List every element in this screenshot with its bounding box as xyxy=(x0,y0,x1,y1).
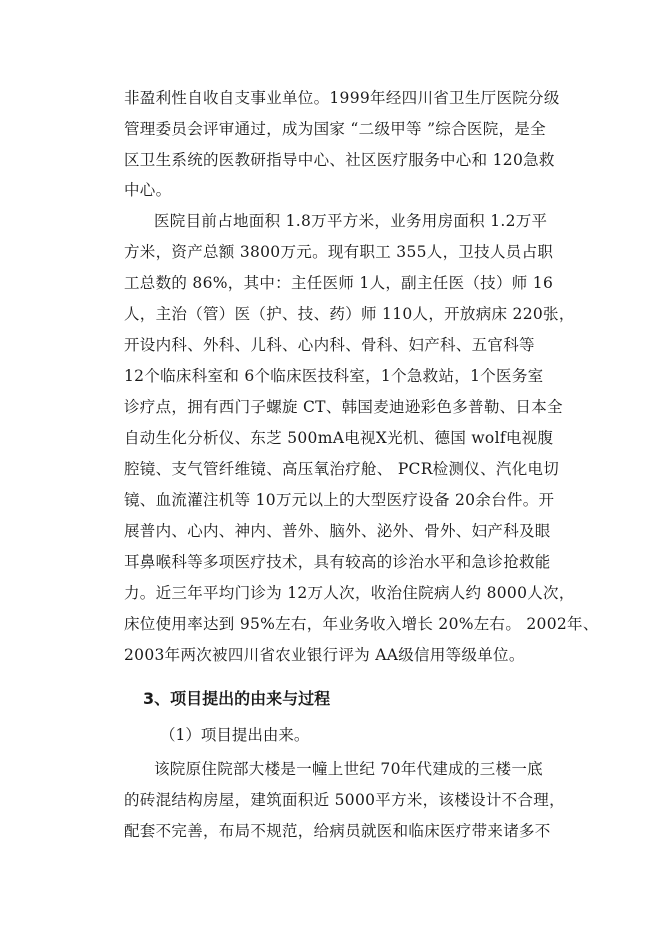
section-heading: 3、项目提出的由来与过程 xyxy=(143,689,331,708)
paragraph1-line-1: 非盈利性自收自支事业单位。1999年经四川省卫生厅医院分级 xyxy=(124,89,560,107)
paragraph2-line-12: 耳鼻喉科等多项医疗技术，具有较高的诊治水平和急诊抢救能 xyxy=(124,553,551,571)
paragraph3-line-2: 的砖混结构房屋，建筑面积近 5000平方米，该楼设计不合理， xyxy=(124,791,565,809)
paragraph2-line-2: 方米，资产总额 3800万元。现有职工 355人，卫技人员占职 xyxy=(124,243,554,261)
subsection-heading: （1）项目提出由来。 xyxy=(160,726,310,744)
paragraph3-line-3: 配套不完善，布局不规范，给病员就医和临床医疗带来诸多不 xyxy=(124,822,551,840)
paragraph2-line-11: 展普内、心内、神内、普外、脑外、泌外、骨外、妇产科及眼 xyxy=(124,522,551,540)
paragraph3-line-1: 该院原住院部大楼是一幢上世纪 70年代建成的三楼一底 xyxy=(154,760,543,778)
paragraph2-line-6: 12个临床科室和 6个临床医技科室，1个急救站，1个医务室 xyxy=(124,367,544,385)
paragraph2-line-3: 工总数的 86%，其中：主任医师 1人，副主任医（技）师 16 xyxy=(124,274,554,292)
paragraph2-line-13: 力。近三年平均门诊为 12万人次，收治住院病人约 8000人次， xyxy=(124,584,575,602)
paragraph2-line-5: 开设内科、外科、儿科、心内科、骨科、妇产科、五官科等 xyxy=(124,336,535,354)
paragraph2-line-14: 床位使用率达到 95%左右，年业务收入增长 20%左右。 2002年、 xyxy=(124,615,599,633)
paragraph1-line-4: 中心。 xyxy=(124,181,172,199)
paragraph2-line-1: 医院目前占地面积 1.8万平方米，业务用房面积 1.2万平 xyxy=(154,212,548,230)
paragraph2-line-7: 诊疗点，拥有西门子螺旋 CT、韩国麦迪逊彩色多普勒、日本全 xyxy=(124,398,563,416)
paragraph2-line-15: 2003年两次被四川省农业银行评为 AA级信用等级单位。 xyxy=(124,646,525,664)
paragraph1-line-2: 管理委员会评审通过，成为国家 “二级甲等 ”综合医院，是全 xyxy=(124,120,546,138)
paragraph2-line-9: 腔镜、支气管纤维镜、高压氧治疗舱、 PCR检测仪、汽化电切 xyxy=(124,460,560,478)
paragraph2-line-10: 镜、血流灌注机等 10万元以上的大型医疗设备 20余台件。开 xyxy=(124,491,555,509)
paragraph2-line-4: 人，主治（管）医（护、技、药）师 110人，开放病床 220张， xyxy=(124,305,575,323)
paragraph2-line-8: 自动生化分析仪、东芝 500mA电视X光机、德国 wolf电视腹 xyxy=(124,429,554,447)
paragraph1-line-3: 区卫生系统的医教研指导中心、社区医疗服务中心和 120急救 xyxy=(124,151,555,169)
